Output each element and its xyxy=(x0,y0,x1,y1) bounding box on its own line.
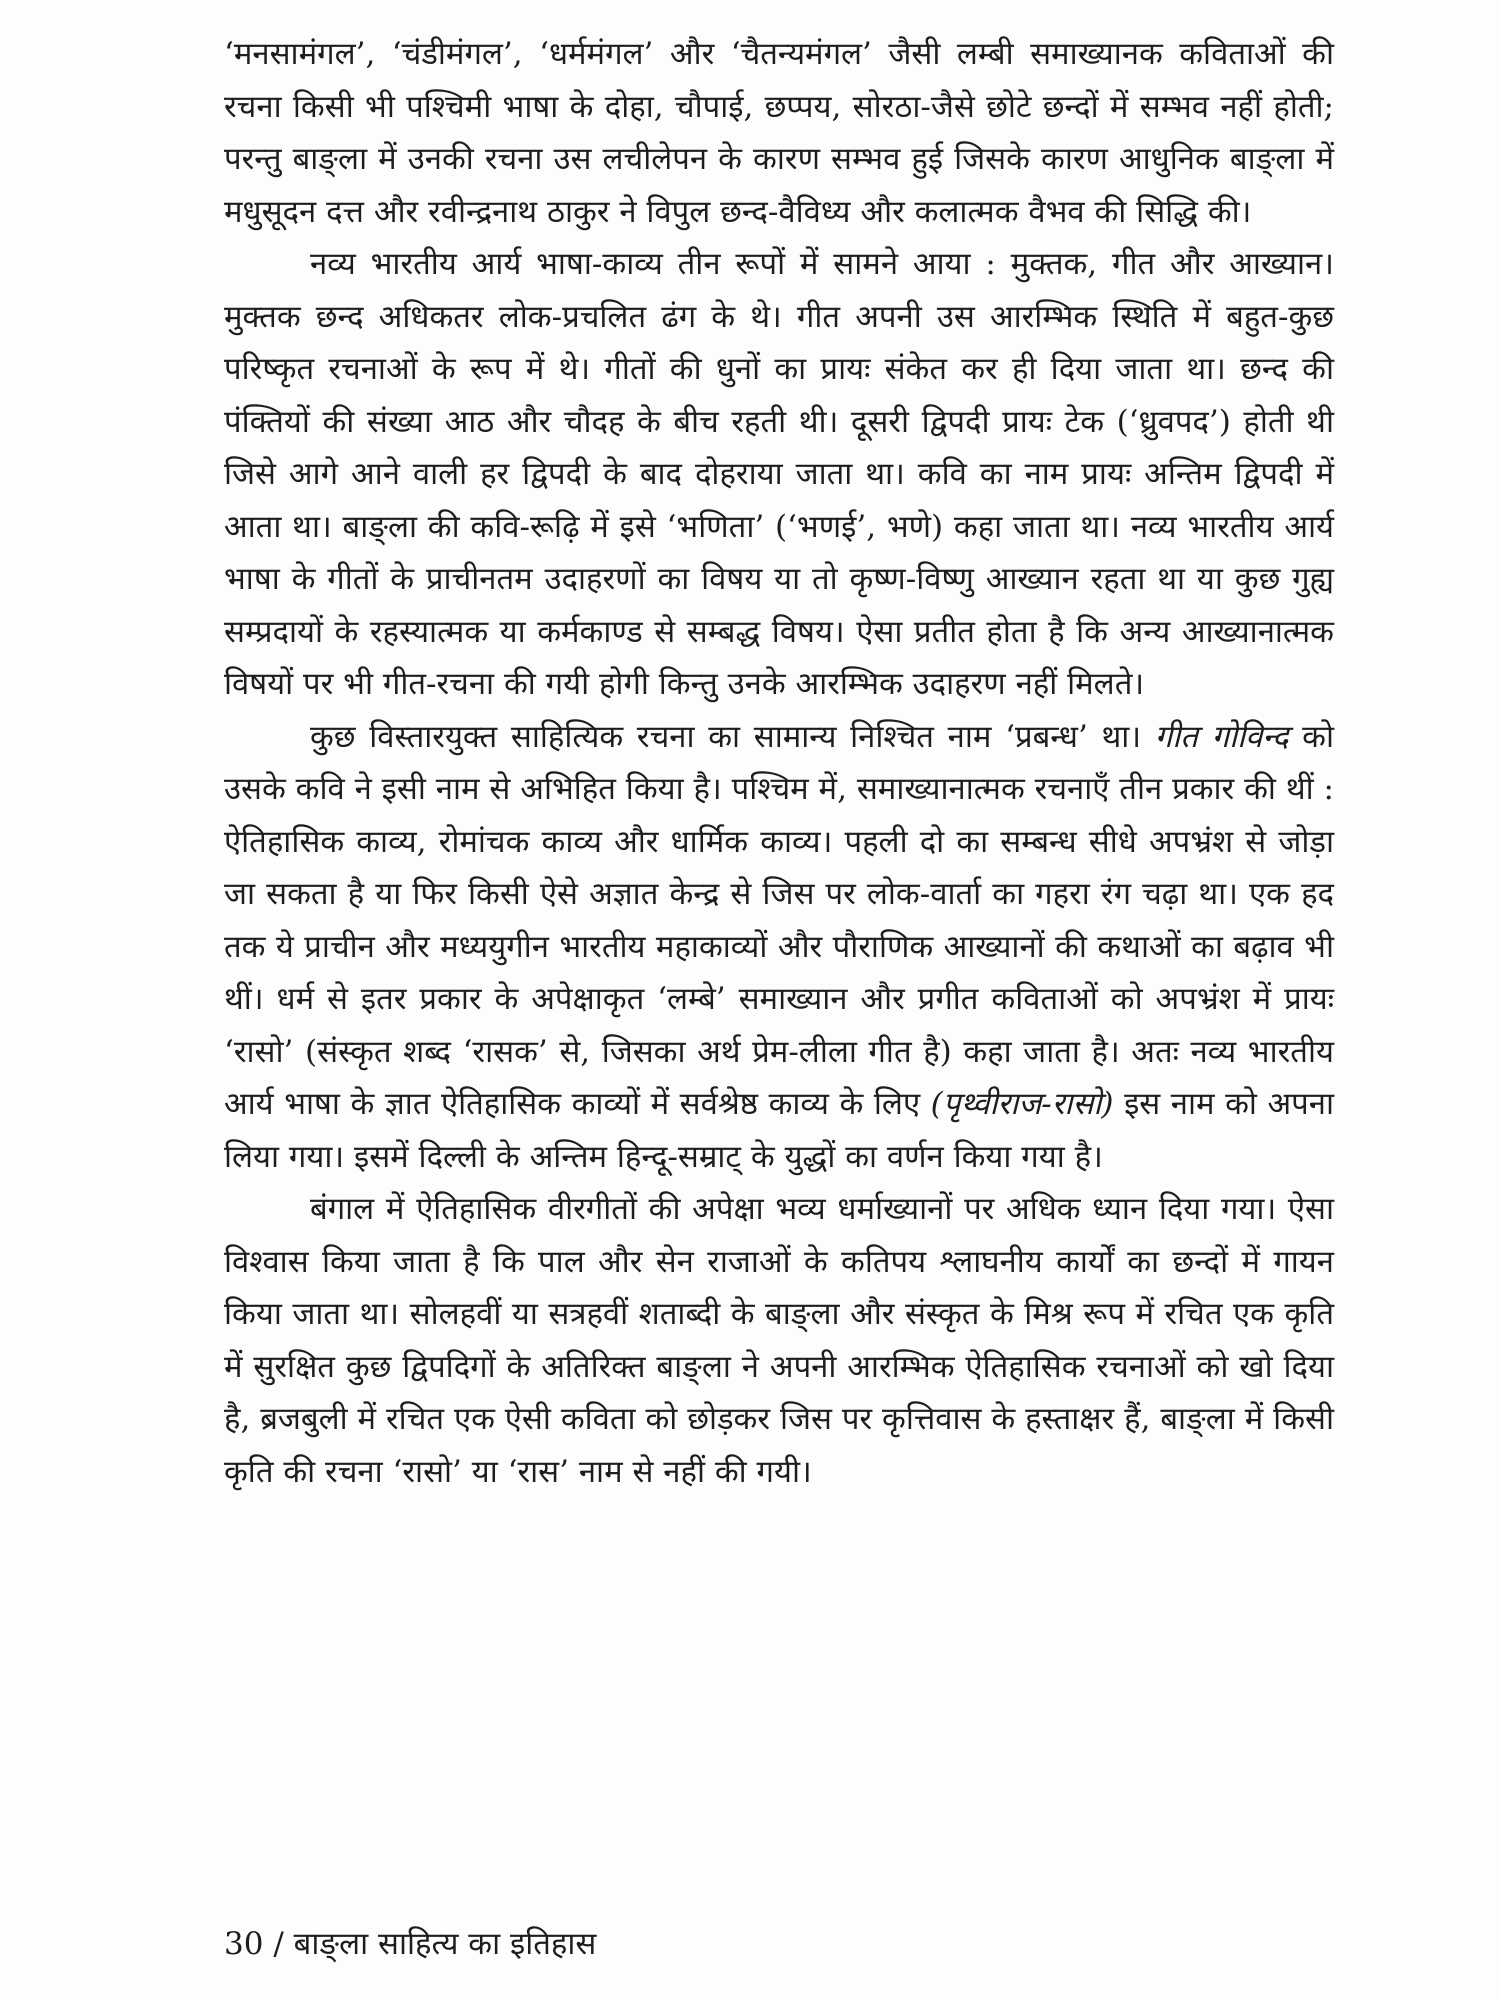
italic-title-text: (पृथ्वीराज-रासो) xyxy=(930,1086,1114,1122)
paragraph xyxy=(224,711,1334,1184)
italic-title-text: गीत गोविन्द xyxy=(1154,718,1289,755)
paragraph-text: नव्य भारतीय आर्य भाषा-काव्य तीन रूपों में सामने आया : मुक्तक, गीत और आख्यान। मुक्तक छन्द अधिकतर लोक-प्रचलित ढंग के थे। गीत अपनी उस आरम्भिक स्थिति में बहुत-कुछ परिष्कृत रचनाओं के रूप में थे। गीतों की धुनों का प्रायः संकेत कर ही दिया जाता था। छन्द की पंक्तियों की संख्या आठ और चौदह के बीच रहती थी। दूसरी द्विपदी प्रायः टेक (‘ध्रुवपद’) होती थी जिसे आगे आने वाली हर द्विपदी के बाद दोहराया जाता था। कवि का नाम प्रायः अन्तिम द्विपदी में आता था। बाङ्ला की कवि-रूढ़ि में इसे ‘भणिता’ (‘भणई’, भणे) कहा जाता था। नव्य भारतीय आर्य भाषा के गीतों के प्राचीनतम उदाहरणों का विषय या तो कृष्ण-विष्णु आख्यान रहता था या कुछ गुह्य सम्प्रदायों के रहस्यात्मक या कर्मकाण्ड से सम्बद्ध विषय। ऐसा प्रतीत होता है कि अन्य आख्यानात्मक विषयों पर भी गीत-रचना की गयी होगी किन्तु उनके आरम्भिक उदाहरण नहीं मिलते। xyxy=(224,246,1334,702)
body-text xyxy=(224,28,1334,1498)
paragraph xyxy=(224,1183,1334,1498)
paragraph-text: बंगाल में ऐतिहासिक वीरगीतों की अपेक्षा भव्य धर्माख्यानों पर अधिक ध्यान दिया गया। ऐसा विश्वास किया जाता है कि पाल और सेन राजाओं के कतिपय श्लाघनीय कार्यों का छन्दों में गायन किया जाता था। सोलहवीं या सत्रहवीं शताब्दी के बाङ्ला और संस्कृत के मिश्र रूप में रचित एक कृति में सुरक्षित कुछ द्विपदिगों के अतिरिक्त बाङ्ला ने अपनी आरम्भिक ऐतिहासिक रचनाओं को खो दिया है, ब्रजबुली में रचित एक ऐसी कविता को छोड़कर जिस पर कृत्तिवास के हस्ताक्षर हैं, बाङ्ला में किसी कृति की रचना ‘रासो’ या ‘रास’ नाम से नहीं की गयी। xyxy=(224,1191,1334,1490)
paragraph-text: इस नाम को अपना लिया गया। इसमें दिल्ली के अन्तिम हिन्दू-सम्राट् के युद्धों का वर्णन किया गया है। xyxy=(224,1086,1334,1175)
page-number: 30 xyxy=(224,1926,264,1962)
book-title: बाङ्ला साहित्य का इतिहास xyxy=(293,1926,597,1962)
page-footer xyxy=(224,1924,596,1964)
paragraph-text: कुछ विस्तारयुक्त साहित्यिक रचना का सामान्य निश्चित नाम ‘प्रबन्ध’ था। xyxy=(310,718,1155,755)
paragraph xyxy=(224,28,1334,238)
paragraph-text: को उसके कवि ने इसी नाम से अभिहित किया है। पश्चिम में, समाख्यानात्मक रचनाएँ तीन प्रकार की थीं : ऐतिहासिक काव्य, रोमांचक काव्य और धार्मिक काव्य। पहली दो का सम्बन्ध सीधे अपभ्रंश से जोड़ा जा सकता है या फिर किसी ऐसे अज्ञात केन्द्र से जिस पर लोक-वार्ता का गहरा रंग चढ़ा था। एक हद तक ये प्राचीन और मध्ययुगीन भारतीय महाकाव्यों और पौराणिक आख्यानों की कथाओं का बढ़ाव भी थीं। धर्म से इतर प्रकार के अपेक्षाकृत ‘लम्बे’ समाख्यान और प्रगीत कविताओं को अपभ्रंश में प्रायः ‘रासो’ (संस्कृत शब्द ‘रासक’ से, जिसका अर्थ प्रेम-लीला गीत है) कहा जाता है। अतः नव्य भारतीय आर्य भाषा के ज्ञात ऐतिहासिक काव्यों में सर्वश्रेष्ठ काव्य के लिए xyxy=(224,718,1334,1122)
paragraph-text: ‘मनसामंगल’, ‘चंडीमंगल’, ‘धर्ममंगल’ और ‘चैतन्यमंगल’ जैसी लम्बी समाख्यानक कविताओं की रचना किसी भी पश्चिमी भाषा के दोहा, चौपाई, छप्पय, सोरठा-जैसे छोटे छन्दों में सम्भव नहीं होती; परन्तु बाङ्ला में उनकी रचना उस लचीलेपन के कारण सम्भव हुई जिसके कारण आधुनिक बाङ्ला में मधुसूदन दत्त और रवीन्द्रनाथ ठाकुर ने विपुल छन्द-वैविध्य और कलात्मक वैभव की सिद्धि की। xyxy=(224,36,1334,230)
footer-separator: / xyxy=(273,1926,284,1962)
paragraph xyxy=(224,238,1334,711)
